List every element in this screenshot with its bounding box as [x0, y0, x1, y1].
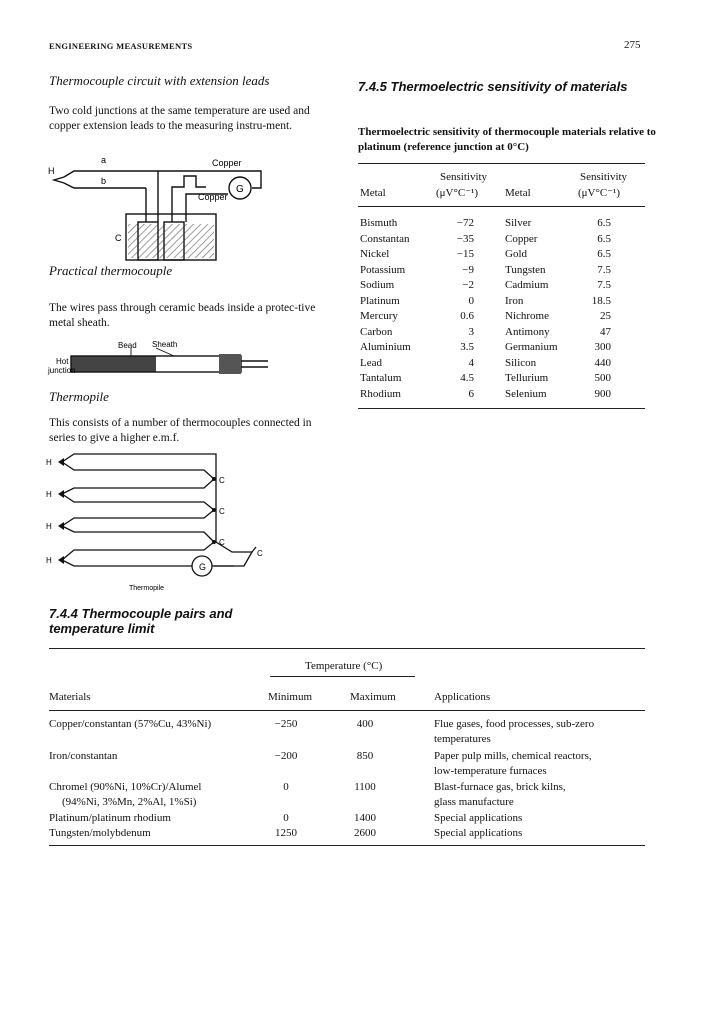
sensitivity-value-1: 3 — [468, 325, 474, 338]
metal-header-2: Metal — [505, 187, 531, 199]
metal-name-1: Carbon — [360, 325, 393, 338]
application-text: Paper pulp mills, chemical reactors, — [434, 750, 592, 762]
metal-name-1: Lead — [360, 356, 382, 369]
fig1-label-c: C — [115, 233, 122, 243]
running-title: ENGINEERING MEASUREMENTS — [49, 41, 193, 51]
sensitivity-value-2: 7.5 — [597, 263, 611, 276]
thermopile-label-h4: H — [46, 556, 52, 565]
fig1-label-a: a — [101, 155, 107, 165]
sensitivity-value-2: 500 — [594, 372, 611, 384]
sensitivity-table-bottom-rule — [358, 408, 645, 409]
metal-name-1: Platinum — [360, 294, 400, 307]
metal-name-2: Cadmium — [505, 279, 549, 291]
material-name: Copper/constantan (57%Cu, 43%Ni) — [49, 718, 212, 730]
sensitivity-value-2: 18.5 — [591, 294, 611, 307]
thermopile-wire-4 — [62, 526, 214, 560]
metal-name-2: Selenium — [505, 387, 547, 400]
sensitivity-value-2: 6.5 — [597, 248, 611, 260]
temperature-span-rule — [270, 676, 415, 677]
fig2-label-junction: junction — [48, 366, 76, 375]
cold-junction-dot-1 — [212, 477, 216, 481]
applications-header: Applications — [434, 691, 491, 703]
maximum-temp: 1400 — [354, 812, 376, 824]
galv-right — [212, 552, 252, 566]
label-pointers — [131, 348, 174, 356]
thermopile-label-g: G — [199, 562, 207, 572]
metal-header-1: Metal — [360, 187, 386, 199]
sensitivity-value-2: 7.5 — [597, 279, 611, 291]
hot-junction-tip — [54, 177, 64, 183]
cold-junction-dot-3 — [212, 540, 216, 544]
sensitivity-value-1: −2 — [462, 279, 474, 291]
application-text: Special applications — [434, 812, 523, 824]
application-text: Blast-furnace gas, brick kilns, — [434, 781, 566, 793]
metal-name-2: Nichrome — [505, 310, 549, 322]
application-text: Flue gases, food processes, sub-zero — [434, 718, 595, 730]
hot-junction-marker-3 — [58, 522, 64, 530]
hot-junction-marker-4 — [58, 556, 64, 564]
metal-name-1: Bismuth — [360, 217, 398, 229]
limits-table-top-rule — [49, 648, 645, 649]
minimum-header: Minimum — [268, 691, 313, 703]
hot-junction-marker-1 — [58, 458, 64, 466]
sensitivity-value-1: −9 — [462, 263, 474, 276]
sensitivity-value-2: 25 — [600, 310, 611, 322]
fig2-label-hot: Hot — [56, 357, 69, 366]
sensitivity-value-2: 900 — [594, 387, 611, 400]
metal-name-2: Germanium — [505, 341, 558, 353]
metal-name-2: Antimony — [505, 325, 550, 338]
application-text: Special applications — [434, 827, 523, 839]
extension-leads-figure — [46, 152, 276, 262]
sensitivity-value-2: 6.5 — [597, 232, 611, 245]
material-name: Tungsten/molybdenum — [49, 827, 151, 839]
minimum-temp: 0 — [283, 812, 289, 824]
thermopile-wire-3 — [62, 494, 214, 526]
unit-header-2: (μV°C⁻¹) — [578, 187, 621, 199]
thermopile-text: This consists of a number of thermocouples connected in series to give a higher e.m.f. — [49, 417, 312, 444]
sensitivity-table-caption: Thermoelectric sensitivity of thermocouple materials relative to platinum (reference junction at 0°C) — [358, 126, 656, 153]
fig1-label-copper-bottom: Copper — [198, 192, 228, 202]
sensitivity-value-1: 4.5 — [460, 372, 474, 384]
maximum-temp: 1100 — [354, 781, 376, 793]
maximum-temp: 2600 — [354, 827, 376, 839]
section-744-title: 7.4.4 Thermocouple pairs and temperature limit — [49, 606, 233, 636]
minimum-temp: 0 — [283, 781, 289, 793]
material-name: Chromel (90%Ni, 10%Cr)/Alumel — [49, 781, 202, 793]
sensitivity-table-top-rule — [358, 163, 645, 164]
thermopile-title: Thermopile — [49, 389, 109, 404]
lead-wires — [241, 361, 268, 367]
ext-leads-title: Thermocouple circuit with extension leads — [49, 73, 270, 88]
practical-thermocouple-figure — [46, 338, 276, 378]
fig1-label-b: b — [101, 176, 107, 186]
minimum-temp: −200 — [274, 750, 298, 762]
section-745-title: 7.4.5 Thermoelectric sensitivity of materials — [358, 79, 628, 94]
fig2-label-sheath: Sheath — [152, 340, 178, 349]
thermopile-caption: Thermopile — [129, 585, 165, 592]
ext-leads-text: Two cold junctions at the same temperature are used and copper extension leads to the measuring instru-ment. — [49, 105, 310, 132]
practical-text: The wires pass through ceramic beads inside a protec-tive metal sheath. — [49, 302, 316, 329]
fig2-label-bead: Bead — [118, 341, 137, 350]
thermopile-label-c2: C — [219, 507, 225, 516]
minimum-temp: 1250 — [275, 827, 297, 839]
sensitivity-value-1: 3.5 — [460, 341, 474, 353]
metal-name-2: Silicon — [505, 356, 537, 369]
sensitivity-value-1: −15 — [456, 248, 474, 260]
sensitivity-value-1: 0.6 — [460, 310, 474, 322]
materials-header: Materials — [49, 691, 91, 703]
metal-name-2: Tungsten — [505, 263, 546, 276]
material-name-cont: (94%Ni, 3%Mn, 2%Al, 1%Si) — [62, 795, 197, 808]
practical-title: Practical thermocouple — [49, 263, 173, 278]
ice-hatching — [128, 224, 214, 258]
metal-name-2: Silver — [505, 217, 532, 229]
metal-name-1: Nickel — [360, 248, 390, 260]
thermopile-label-h2: H — [46, 490, 52, 499]
thermopile-label-c1: C — [219, 476, 225, 485]
sensitivity-value-1: 6 — [468, 387, 474, 400]
page-number: 275 — [624, 39, 641, 51]
sensitivity-value-2: 6.5 — [597, 217, 611, 229]
metal-name-1: Aluminium — [360, 341, 411, 353]
metal-name-1: Rhodium — [360, 387, 401, 400]
cold-junction-dot-2 — [212, 508, 216, 512]
application-text-cont: glass manufacture — [434, 795, 514, 808]
material-name: Platinum/platinum rhodium — [49, 812, 171, 824]
limits-table-bottom-rule — [49, 845, 645, 846]
hot-junction-marker-2 — [58, 490, 64, 498]
thermopile-wire-1 — [62, 454, 214, 462]
metal-name-1: Mercury — [360, 310, 398, 322]
metal-name-1: Constantan — [360, 232, 410, 245]
unit-header-1: (μV°C⁻¹) — [436, 187, 479, 199]
sheath-end-cap — [219, 354, 241, 374]
metal-name-2: Copper — [505, 232, 538, 245]
sensitivity-header-1: Sensitivity — [440, 171, 488, 183]
minimum-temp: −250 — [274, 718, 298, 730]
sensitivity-value-1: 4 — [468, 356, 474, 369]
sensitivity-value-2: 300 — [594, 341, 611, 353]
metal-name-1: Tantalum — [360, 372, 402, 384]
thermopile-wire-2 — [62, 462, 214, 494]
thermopile-figure — [44, 452, 274, 597]
temperature-header: Temperature (°C) — [305, 660, 383, 672]
limits-header-rule — [49, 710, 645, 711]
fig1-label-copper-top: Copper — [212, 158, 242, 168]
application-text-cont: low-temperature furnaces — [434, 764, 547, 777]
sensitivity-header-2: Sensitivity — [580, 171, 628, 183]
fig1-label-g: G — [236, 184, 244, 195]
material-name: Iron/constantan — [49, 750, 118, 762]
maximum-header: Maximum — [350, 691, 396, 703]
sensitivity-value-1: −35 — [456, 232, 474, 245]
metal-name-1: Potassium — [360, 263, 406, 276]
sensitivity-value-1: −72 — [456, 217, 474, 229]
sensitivity-value-2: 440 — [594, 356, 611, 369]
thermopile-label-h1: H — [46, 458, 52, 467]
metal-name-2: Iron — [505, 294, 524, 307]
maximum-temp: 400 — [356, 718, 374, 730]
metal-name-2: Gold — [505, 248, 527, 260]
maximum-temp: 850 — [356, 750, 374, 762]
thermopile-wire-5 — [62, 560, 192, 566]
metal-name-1: Sodium — [360, 279, 395, 291]
sensitivity-value-2: 47 — [600, 325, 611, 338]
application-text-cont: temperatures — [434, 732, 491, 745]
thermopile-label-c3: C — [219, 538, 225, 547]
sensitivity-value-1: 0 — [468, 294, 474, 307]
thermopile-label-c4: C — [257, 549, 263, 558]
metal-name-2: Tellurium — [505, 372, 549, 384]
fig1-label-h: H — [48, 166, 55, 176]
sensitivity-header-rule — [358, 206, 645, 207]
thermopile-label-h3: H — [46, 522, 52, 531]
bead-section — [71, 356, 156, 372]
